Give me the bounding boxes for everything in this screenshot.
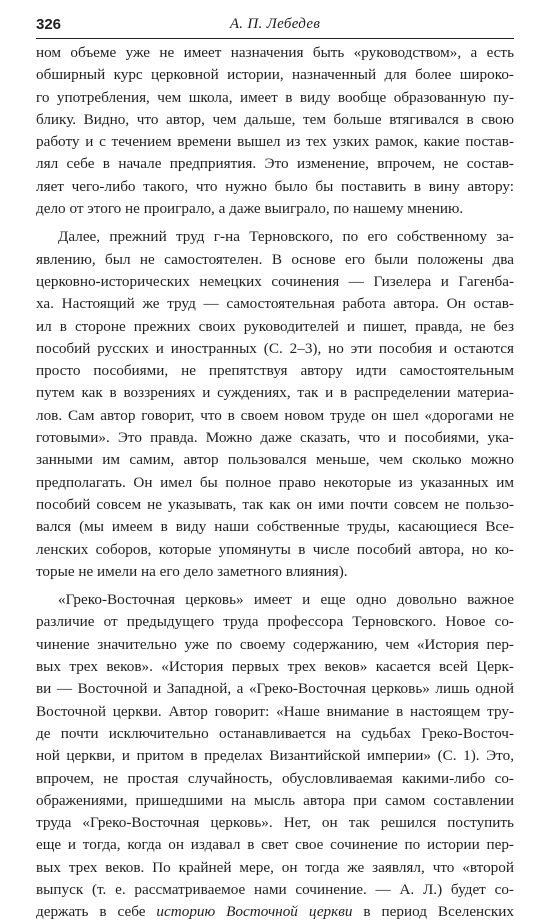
text-line: обширный курс церковной истории, назначенный для более широко- [36,66,514,84]
text-line: вых трех веков. По крайней мере, он тогда же заявлял, что «второй [36,858,514,876]
text-line: дело от этого не проиграло, а даже выиграло, по нашему мнению. [36,200,464,218]
text-line: Восточной церкви. Автор говорит: «Наше внимание в настоящем тру- [36,702,514,720]
text-line: торые не имели на его дело заметного влияния). [36,562,348,580]
text-line: церковно-исторических немецких сочинения — Гизелера и Гагенба- [36,272,514,290]
text-line: ображениями, пришедшими на мысль автора при самом составлении [36,791,514,809]
text-line: путем как в воззрениях и суждениях, так и в распределении материа- [36,384,514,402]
page-number: 326 [36,16,62,33]
text-line: выпуск (т. е. рассматриваемое нами сочинение. — А. Л.) будет со- [36,880,514,898]
text-segment: держать в себе [36,903,146,921]
text-line: ляет чего-либо такого, что нужно было бы поставить в вину автору: [36,177,514,195]
running-head: А. П. Лебедев [229,16,321,32]
text-line: ил в стороне прежних своих руководителей и пишет, правда, не без [36,317,514,335]
text-line: пособий русских и иностранных (С. 2–3), но эти пособия и остаются [36,339,514,357]
text-line: го употребления, чем школа, имеет в виду вообще образованную пу- [36,88,514,106]
text-line: ной церкви, и притом в пределах Византийской империи» (С. 1). Это, [36,747,514,765]
text-line: вых трех веков». «История первых трех веков» касается всей Церк- [36,658,514,676]
body-text [36,42,514,924]
text-line: Далее, прежний труд г-на Терновского, по его собственному за- [58,228,514,246]
text-segment: в период Вселенских [363,903,514,921]
text-line: ленских соборов, которые упомянуты в числе пособий автора, но ко- [36,540,514,558]
italic-phrase: историю Восточной церкви [156,903,353,921]
text-line: ха. Настоящий же труд — самостоятельная работа автора. Он остав- [36,295,514,313]
text-line: «Греко-Восточная церковь» имеет и еще одно довольно важное [58,591,514,609]
text-line: впрочем, не простая случайность, обусловливаемая какими-либо со- [36,769,514,787]
text-line: лов. Сам автор говорит, что в своем новом труде он шел «дорогами не [36,406,514,424]
text-line: работу и с течением времени вышел из тех узких рамок, какие постав- [36,133,514,151]
text-line: чинение значительно уже по своему содержанию, чем «История пер- [36,635,514,653]
text-line: де почти исключительно останавливается на судьбах Греко-Восточ- [36,724,514,742]
text-line [36,901,514,923]
text-line: предполагать. Он имел бы полное право некоторые из указанных им [36,473,514,491]
text-line: занными им самим, автор пользовался меньше, чем сколько можно [36,451,514,469]
page-header [36,14,514,39]
text-line: готовыми». Это правда. Можно даже сказать, что и пособиями, ука- [36,429,514,447]
text-line: ном объеме уже не имеет назначения быть «руководством», а есть [36,44,514,61]
text-line: вался (мы имеем в виду наши собственные труды, касающиеся Всe- [36,518,514,536]
text-line: лял себе в начале предприятия. Это изменение, впрочем, не состав- [36,155,514,173]
text-line: блику. Видно, что автор, чем дальше, тем больше втягивался в свою [36,110,514,128]
text-line: труда «Греко-Восточная церковь». Нет, он так решился поступить [36,814,514,832]
text-line: явлению, был не самостоятелен. В основе его были положены два [36,250,514,268]
text-line: просто пособиями, не препятствуя автору идти самостоятельным [36,362,514,380]
text-line: ви — Восточной и Западной, а «Греко-Восточная церковь» лишь одной [36,680,514,698]
text-line: пособий совсем не указывать, так как он ими почти совсем не пользо- [36,495,514,513]
text-line: различие от предыдущего труда профессора Терновского. Новое со- [36,613,514,631]
text-line: еще и тогда, когда он издавал в свет свое сочинение по истории пер- [36,836,514,854]
